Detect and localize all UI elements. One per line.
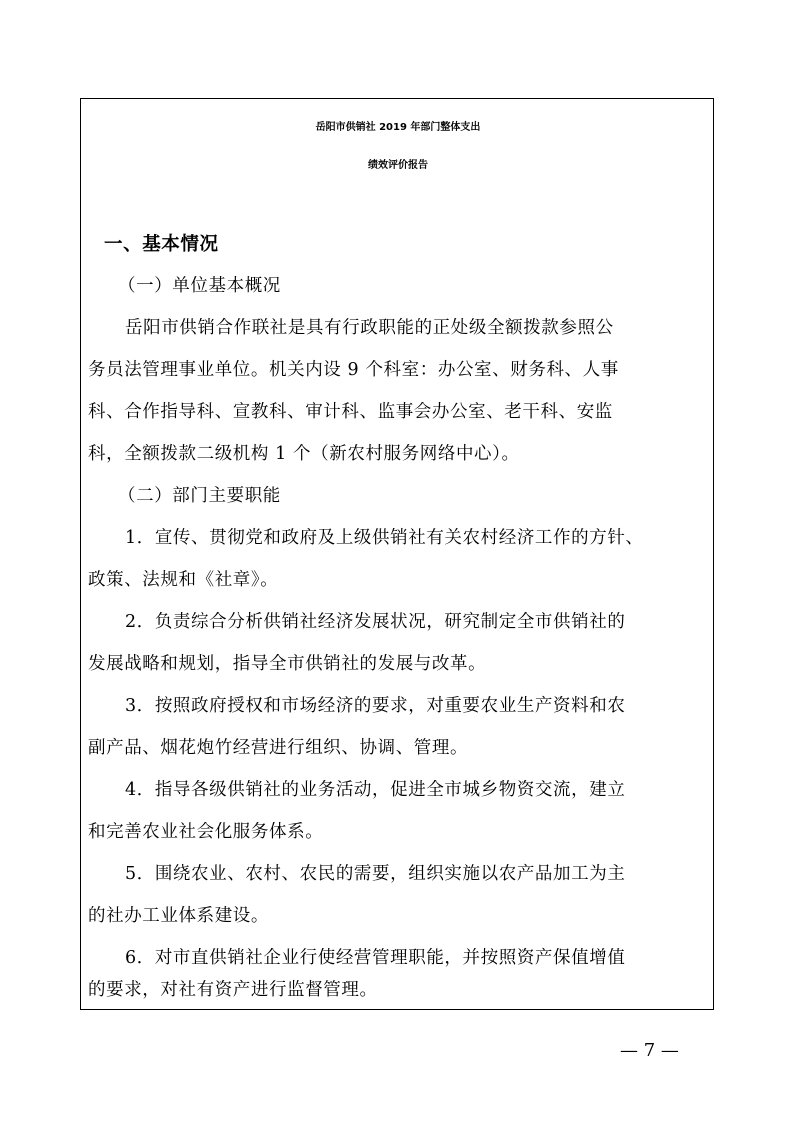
function-item-6-line-1: 6．对市直供销社企业行使经营管理职能，并按照资产保值增值: [125, 948, 626, 968]
document-frame: [80, 98, 714, 1010]
function-item-1-line-2: 政策、法规和《社章》。: [88, 570, 279, 590]
paragraph-line: 科，全额拨款二级机构 1 个（新农村服务网络中心）。: [88, 444, 520, 464]
function-item-1-line-1: 1．宣传、贯彻党和政府及上级供销社有关农村经济工作的方针、: [125, 528, 644, 548]
function-item-5-line-2: 的社办工业体系建设。: [88, 906, 269, 926]
paragraph-line: 务员法管理事业单位。机关内设 9 个科室：办公室、财务科、人事: [88, 360, 619, 380]
function-item-3-line-1: 3．按照政府授权和市场经济的要求，对重要农业生产资料和农: [125, 696, 626, 716]
function-item-4-line-2: 和完善农业社会化服务体系。: [88, 822, 324, 842]
function-item-5-line-1: 5．围绕农业、农村、农民的需要，组织实施以农产品加工为主: [125, 864, 626, 884]
page-number: — 7 —: [620, 1040, 679, 1061]
paragraph-line: 岳阳市供销合作联社是具有行政职能的正处级全额拨款参照公: [125, 318, 614, 338]
document-title-line-1: 岳阳市供销社 2019 年部门整体支出: [315, 122, 481, 133]
subsection-heading-unit-overview: （一）单位基本概况: [118, 276, 281, 296]
function-item-6-line-2: 的要求，对社有资产进行监督管理。: [88, 980, 378, 1000]
function-item-3-line-2: 副产品、烟花炮竹经营进行组织、协调、管理。: [88, 738, 469, 758]
function-item-4-line-1: 4．指导各级供销社的业务活动，促进全市城乡物资交流，建立: [125, 780, 626, 800]
document-title-line-2: 绩效评价报告: [368, 160, 428, 171]
paragraph-line: 科、合作指导科、宣教科、审计科、监事会办公室、老干科、安监: [88, 402, 613, 422]
function-item-2-line-2: 发展战略和规划，指导全市供销社的发展与改革。: [88, 654, 487, 674]
subsection-heading-main-functions: （二）部门主要职能: [118, 486, 281, 506]
section-heading-basic-info: 一、基本情况: [104, 234, 219, 255]
function-item-2-line-1: 2．负责综合分析供销社经济发展状况，研究制定全市供销社的: [125, 612, 626, 632]
